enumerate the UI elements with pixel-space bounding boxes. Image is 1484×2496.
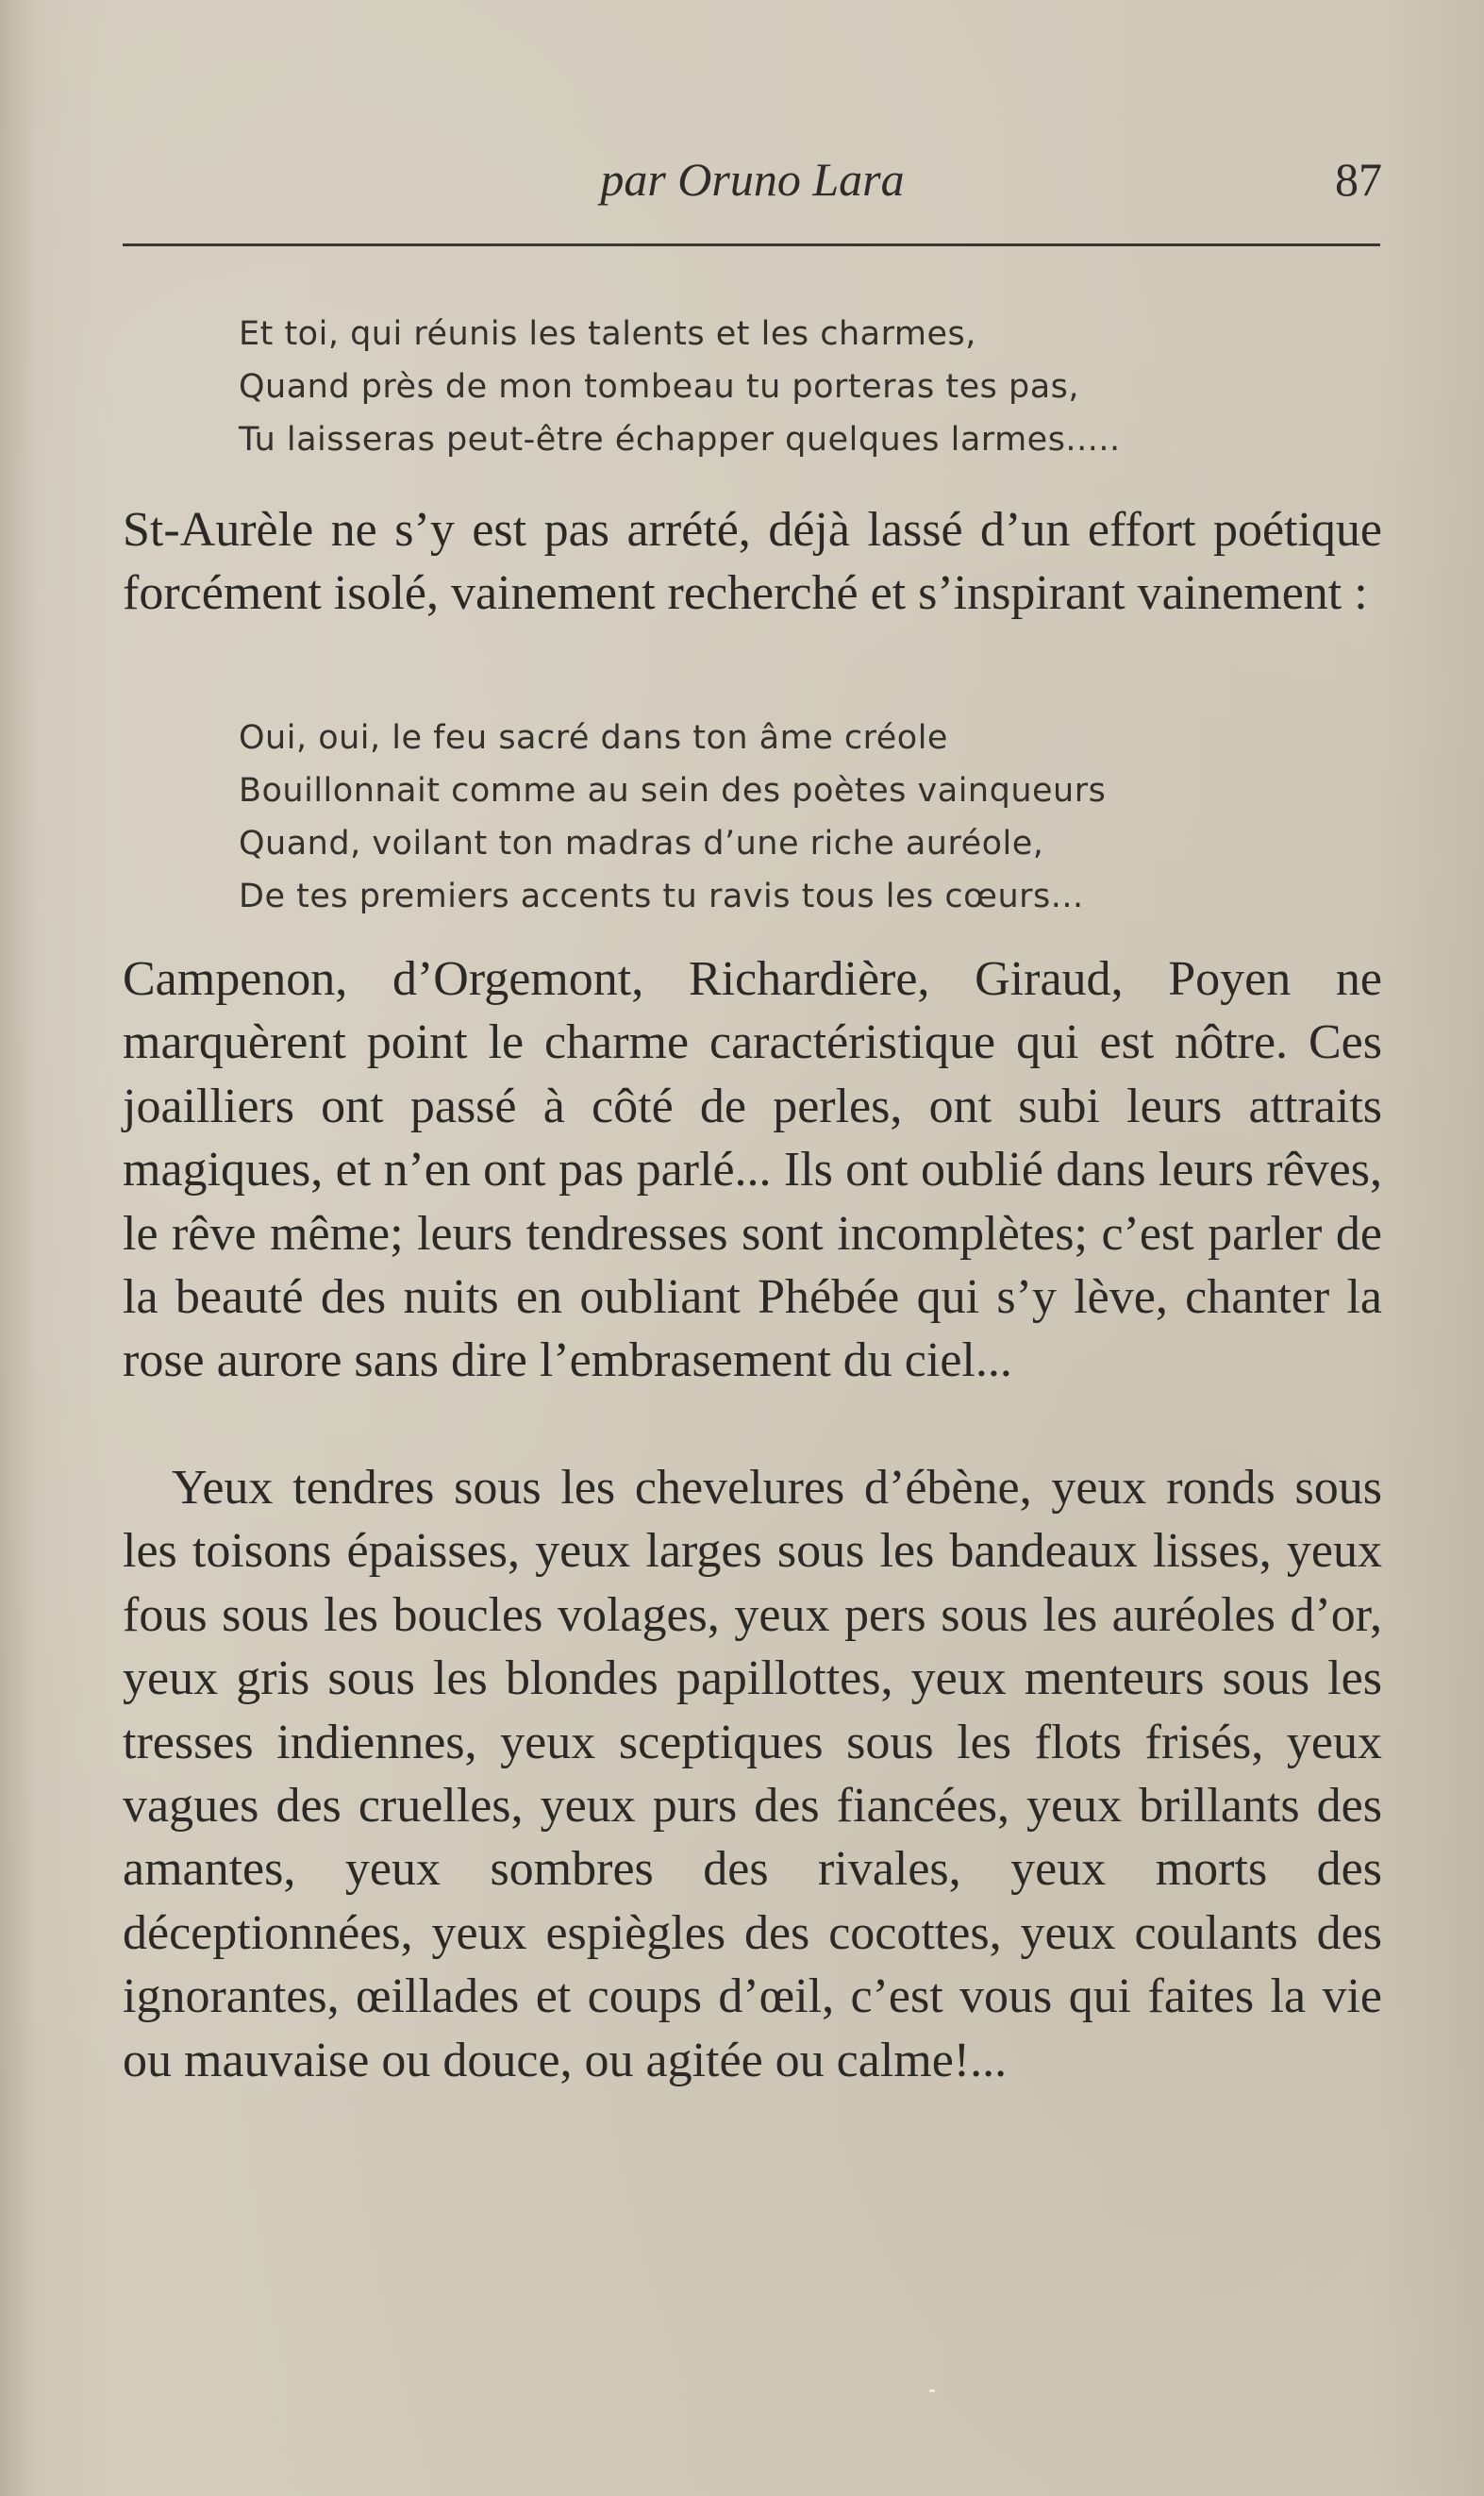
verse-line: Bouillonnait comme au sein des poètes vainqueurs — [239, 772, 1107, 810]
paper-speck — [929, 2389, 935, 2392]
paragraph-st-aurele: St-Aurèle ne s’y est pas arrété, déjà lassé d’un effort poétique forcément isolé, vainement recherché et s’inspirant vainement : — [123, 503, 1382, 621]
paragraph-yeux: Yeux tendres sous les chevelures d’ébène, yeux ronds sous les toisons épaisses, yeux larges sous les bandeaux lisses, yeux fous sous les boucles volages, yeux pers sous les auréoles d’or, yeux gris sous les blondes papillottes, yeux menteurs sous les tresses indiennes, yeux sceptiques sous les flots frisés, yeux vagues des cruelles, yeux purs des fiancées, yeux brillants des amantes, yeux sombres des rivales, yeux morts des déceptionnées, yeux espiègles des cocottes, yeux coulants des ignorantes, œillades et coups d’œil, c’est vous qui faites la vie ou mauvaise ou douce, ou agitée ou calme!... — [123, 1461, 1382, 2087]
verse-line: Oui, oui, le feu sacré dans ton âme créole — [239, 719, 948, 757]
verse-block-2 — [239, 712, 1106, 923]
page-number: 87 — [1335, 153, 1382, 206]
running-title: par Oruno Lara — [600, 153, 905, 206]
verse-line: Tu laisseras peut-être échapper quelques larmes..... — [239, 421, 1121, 459]
verse-block-1 — [239, 308, 1121, 466]
header-rule — [123, 243, 1380, 246]
verse-line: De tes premiers accents tu ravis tous les cœurs... — [239, 878, 1084, 915]
verse-line: Et toi, qui réunis les talents et les charmes, — [239, 315, 976, 353]
verse-line: Quand près de mon tombeau tu porteras tes pas, — [239, 368, 1080, 406]
page-header — [123, 142, 1382, 217]
verse-line: Quand, voilant ton madras d’une riche auréole, — [239, 825, 1044, 863]
paragraph-campenon: Campenon, d’Orgemont, Richardière, Giraud, Poyen ne marquèrent point le charme caractéristique qui est nôtre. Ces joailliers ont passé à côté de perles, ont subi leurs attraits magiques, et n’en ont pas parlé... Ils ont oublié dans leurs rêves, le rêve même; leurs tendresses sont incomplètes; c’est parler de la beauté des nuits en oubliant Phébée qui s’y lève, chanter la rose aurore sans dire l’embrasement du ciel... — [123, 952, 1382, 1388]
